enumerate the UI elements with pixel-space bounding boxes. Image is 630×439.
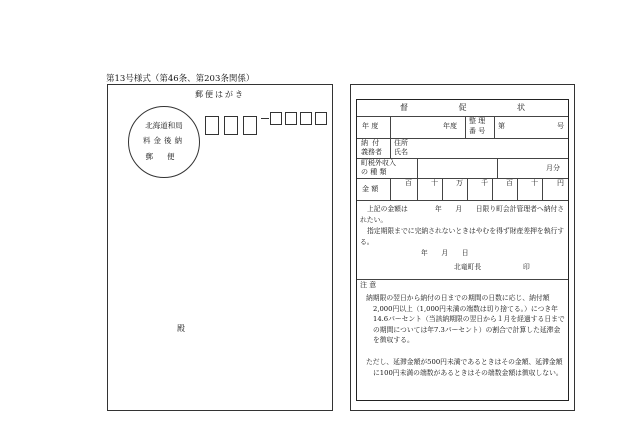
postal-code-box[interactable] [224,116,238,135]
notice-title-row [357,100,568,117]
seiri-label-2: 番 号 [469,127,486,135]
stamp-line-2: 料金後納 [143,136,185,145]
postal-code-dash [261,118,269,119]
obligor-label-2: 義務者 [361,148,382,156]
addressee-suffix: 殿 [177,324,185,333]
amount-unit-label: 百 [405,179,412,187]
notice-caution [357,279,568,400]
notice-body [357,200,568,280]
postal-code-box[interactable] [300,112,312,125]
caution-title: 注 意 [360,281,377,289]
seal-mark: 印 [523,263,530,271]
amount-unit-label: 十 [531,179,538,187]
postcard-front [107,84,333,411]
address-label: 住所 [394,139,408,147]
postcard-title: 郵便はがき [195,90,245,99]
caution-text-2: ただし、延滞金額が500円未満であるときはその金額、延滞金額に100円未満の端数があるときはその端数金額は徴収しない。 [366,358,563,377]
caution-text-1: 納期限の翌日から納付の日までの期間の日数に応じ、納付額2,000円以上（1,000円未満の端数は切り捨てる。）につき年14.6パーセント（当該納期限の翌日から１月を経過する日までの期間については年7.3パーセント）の割合で計算した延滞金を徴収する。 [366,294,565,345]
seiri-go: 号 [557,122,564,130]
fiscal-year-suffix: 年度 [443,122,457,130]
name-label: 氏名 [394,148,408,156]
amount-unit-label: 万 [456,179,463,187]
issuer-name: 北竜町長 [454,263,482,271]
stamp-line-3: 郵便 [145,152,189,161]
postage-paid-stamp [128,106,200,178]
postal-code-box[interactable] [315,112,327,125]
revenue-type-label-1: 町税外収入 [361,159,396,167]
revenue-type-row [357,158,568,179]
payment-deadline-text: 上記の金額は 年 月 日限り町会計管理者へ納付されたい。 [360,205,565,224]
fiscal-year-label: 年 度 [362,122,379,130]
seiri-label-1: 整 理 [469,117,486,125]
reminder-notice [356,99,569,401]
revenue-type-label-2: の 種 類 [361,168,387,176]
postal-code-box[interactable] [285,112,297,125]
month-suffix: 月分 [546,164,560,172]
issue-date-line: 年 月 日 [421,249,469,257]
notice-title: 督 促 状 [399,103,550,112]
obligor-row [357,138,568,159]
seiri-dai: 第 [498,122,505,130]
amount-label: 金 額 [362,185,379,193]
postal-code-box[interactable] [270,112,282,125]
seizure-warning-text: 指定期限までに完納されないときはやむを得ず財産差押を執行する。 [360,227,565,246]
amount-unit-label: 十 [431,179,438,187]
amount-unit-label: 円 [557,179,564,187]
fiscal-year-row [357,116,568,139]
form-number: 第13号様式（第46条、第203条関係） [106,74,255,84]
amount-row [357,178,568,201]
obligor-label-1: 納 付 [361,139,381,147]
postal-code-box[interactable] [205,116,219,135]
amount-unit-label: 千 [481,179,488,187]
stamp-line-1: 北海道和局 [145,121,183,130]
amount-unit-label: 百 [506,179,513,187]
postal-code-box[interactable] [243,116,257,135]
